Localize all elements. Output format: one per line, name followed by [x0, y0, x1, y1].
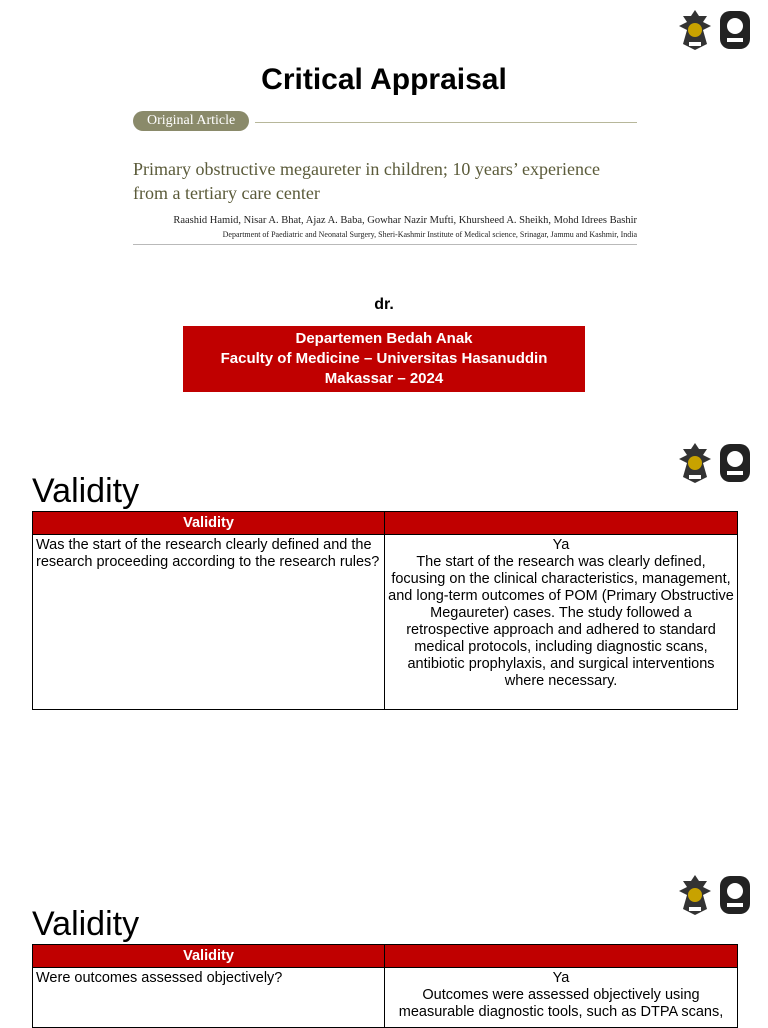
institution-box — [183, 326, 585, 392]
answer-text: The start of the research was clearly defined, focusing on the clinical characteristics, management, and long-term outcomes of POM (Primary Obstructive Megaureter) cases. The study followed a retrospective approach and adhered to standard medical protocols, including diagnostic scans, antibiotic prophylaxis, and surgical interventions where necessary. — [388, 554, 734, 689]
university-emblem-icon — [677, 8, 713, 52]
question-cell: Were outcomes assessed objectively? — [33, 968, 385, 1028]
logo-group — [677, 8, 753, 52]
article-department: Department of Paediatric and Neonatal Surgery, Sheri-Kashmir Institute of Medical science, Srinagar, Jammu and Kashmir, India — [133, 230, 637, 245]
table-header-left: Validity — [33, 512, 385, 535]
logo-group — [677, 441, 753, 485]
article-type-badge: Original Article — [133, 111, 249, 131]
faculty-emblem-icon — [717, 441, 753, 485]
institution-department: Departemen Bedah Anak — [295, 330, 473, 347]
question-cell: Was the start of the research clearly defined and the research proceeding according to the research rules? — [33, 535, 385, 710]
logo-group — [677, 873, 753, 917]
university-emblem-icon — [677, 441, 713, 485]
page-title: Critical Appraisal — [261, 63, 507, 96]
institution-city-year: Makassar – 2024 — [324, 370, 444, 387]
presenter-name: dr. — [374, 296, 394, 313]
faculty-emblem-icon — [717, 873, 753, 917]
institution-faculty: Faculty of Medicine – Universitas Hasanuddin — [220, 350, 548, 367]
table-header-row — [33, 945, 738, 968]
faculty-emblem-icon — [717, 8, 753, 52]
table-header-row — [33, 512, 738, 535]
table-row — [33, 968, 738, 1028]
validity-table — [32, 944, 738, 1028]
article-authors: Raashid Hamid, Nisar A. Bhat, Ajaz A. Baba, Gowhar Nazir Mufti, Khursheed A. Sheikh, Mohd Idrees Bashir — [173, 215, 637, 226]
university-emblem-icon — [677, 873, 713, 917]
table-header-right — [385, 945, 738, 968]
answer-cell — [385, 535, 738, 710]
table-header-left: Validity — [33, 945, 385, 968]
section-title: Validity — [32, 472, 140, 510]
divider — [255, 122, 637, 123]
validity-table — [32, 511, 738, 710]
answer-cell — [385, 968, 738, 1028]
title-slide — [0, 0, 768, 430]
article-header-image — [133, 111, 637, 245]
section-title: Validity — [32, 905, 140, 943]
answer-label: Ya — [552, 970, 570, 986]
article-title: Primary obstructive megaureter in children; 10 years’ experience from a tertiary care center — [133, 159, 600, 203]
answer-label: Ya — [552, 537, 570, 553]
table-row — [33, 535, 738, 710]
answer-text: Outcomes were assessed objectively using measurable diagnostic tools, such as DTPA scans, — [398, 987, 724, 1020]
table-header-right — [385, 512, 738, 535]
